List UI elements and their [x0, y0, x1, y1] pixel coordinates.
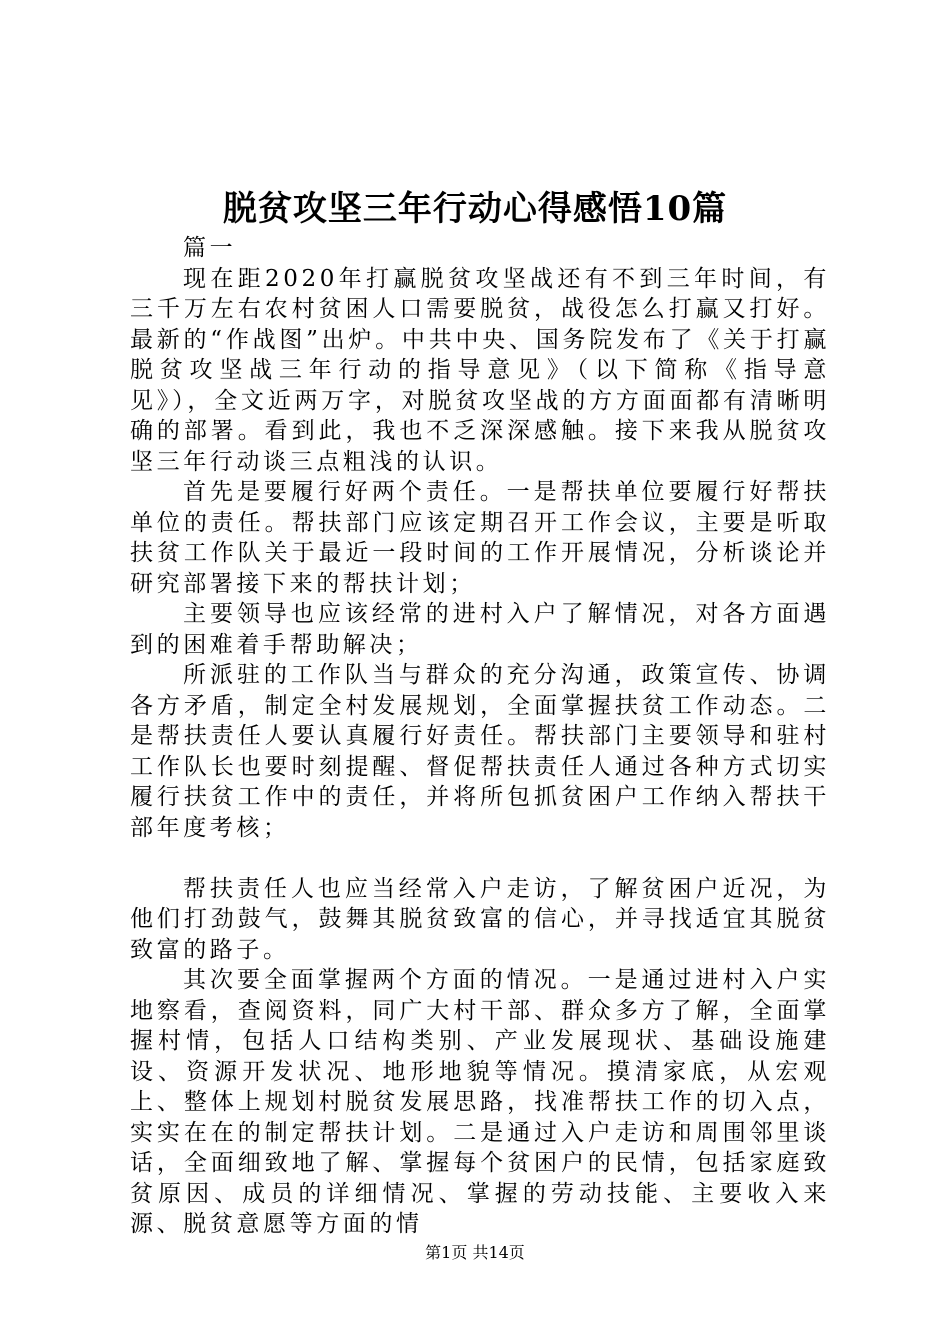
- document-body: [130, 233, 830, 1240]
- paragraph-3: 主要领导也应该经常的进村入户了解情况，对各方面遇到的困难着手帮助解决；: [130, 601, 830, 658]
- document-title: 脱贫攻坚三年行动心得感悟10篇: [222, 189, 728, 229]
- paragraph-2: 首先是要履行好两个责任。一是帮扶单位要履行好帮扶单位的责任。帮扶部门应该定期召开工作会议，主要是听取扶贫工作队关于最近一段时间的工作开展情况，分析谈论并研究部署接下来的帮扶计划；: [130, 479, 830, 597]
- paragraph-spacer: [130, 843, 830, 874]
- section-label: 篇一: [183, 235, 237, 261]
- page-footer: 第1页 共14页: [425, 1243, 525, 1262]
- paragraph-5: 帮扶责任人也应当经常入户走访，了解贫困户近况，为他们打劲鼓气，鼓舞其脱贫致富的信心，并寻找适宜其脱贫致富的路子。: [130, 875, 830, 963]
- paragraph-4: 所派驻的工作队当与群众的充分沟通，政策宣传、协调各方矛盾，制定全村发展规划，全面掌握扶贫工作动态。二是帮扶责任人要认真履行好责任。帮扶部门主要领导和驻村工作队长也要时刻提醒、督促帮扶责任人通过各种方式切实履行扶贫工作中的责任，并将所包抓贫困户工作纳入帮扶干部年度考核；: [130, 662, 830, 841]
- paragraph-1: 现在距2020年打赢脱贫攻坚战还有不到三年时间，有三千万左右农村贫困人口需要脱贫，战役怎么打赢又打好。最新的“作战图”出炉。中共中央、国务院发布了《关于打赢脱贫攻坚战三年行动的指导意见》（以下简称《指导意见》），全文近两万字，对脱贫攻坚战的方方面面都有清晰明确的部署。看到此，我也不乏深深感触。接下来我从脱贫攻坚三年行动谈三点粗浅的认识。: [130, 265, 830, 475]
- paragraph-6: 其次要全面掌握两个方面的情况。一是通过进村入户实地察看，查阅资料，同广大村干部、群众多方了解，全面掌握村情，包括人口结构类别、产业发展现状、基础设施建设、资源开发状况、地形地貌等情况。摸清家底，从宏观上、整体上规划村脱贫发展思路，找准帮扶工作的切入点，实实在在的制定帮扶计划。二是通过入户走访和周围邻里谈话，全面细致地了解、掌握每个贫困户的民情，包括家庭致贫原因、成员的详细情况、掌握的劳动技能、主要收入来源、脱贫意愿等方面的情: [130, 967, 830, 1237]
